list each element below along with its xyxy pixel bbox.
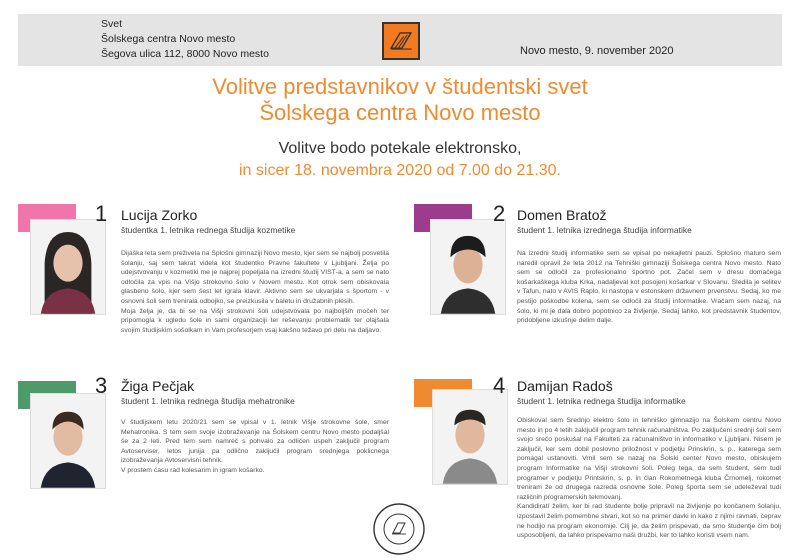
candidate-2-name: Domen Bratož bbox=[517, 207, 607, 223]
candidate-3-number: 3 bbox=[95, 373, 108, 398]
candidate-1-bio bbox=[121, 249, 389, 335]
candidate-4-role: študent 1. letnika rednega študija informatike bbox=[517, 396, 686, 406]
bio-paragraph: Kandidiratí želim, ker bi rad študente bolje pripravil na življenje po končanem šolanju, izpostavil želim pomembne stvari, kot so na primer davki in kako z njimi ravnati, čeprav ne hodijo na program ekonomije. Cilj je, da želim prispevati, da smo študentje čim bolj usposobljeni, da lahko prispevamo naši družbi, ker to lahko koristi vsem nam. bbox=[517, 503, 781, 540]
document-date: Novo mesto, 9. november 2020 bbox=[520, 45, 674, 57]
candidate-2-photo bbox=[430, 219, 506, 315]
bio-paragraph: Obiskoval sem Srednjo elektro šolo in tehniško gimnazijo na Šolskem centru Novo mesto in po 4 letih zaključil program tehnik računalništva. Po zaključeni srednji šoli sem svojo srečo poskušal na Fakulteti za računalništvo in informatiko v Ljubljani. Nisem je zaključil, ker sem dobil poslovno priložnost v podjetju Prinskrin, s. p., katerega sem pomagal ustanoviti. Vrnil sem se nazaj na Šolski center Novo mesto, obiskujem program Informatike na Višji strokovni šoli. Poleg tega, da sem študent, sem tudi programer v podjetju Printskrin, s. p. in član Rokometnega kluba Črnomelj, rokomet treniram že od drugega razreda osnovne šole. Poleg športa sem se udeleževal tudi različnih programerskih tekmovanj. bbox=[517, 417, 781, 501]
candidate-3-role: študent 1. letnika rednega študija mehatronike bbox=[121, 396, 295, 406]
candidate-4-name: Damijan Radoš bbox=[517, 378, 613, 394]
candidate-3-bio bbox=[121, 418, 389, 476]
candidate-4-photo bbox=[432, 389, 508, 485]
candidate-4-number: 4 bbox=[493, 373, 506, 398]
candidate-2-role: študent 1. letnika izrednega študija informatike bbox=[517, 225, 692, 235]
page-title-line-1: Volitve predstavnikov v študentski svet bbox=[212, 74, 588, 99]
school-seal-stamp-icon bbox=[372, 502, 426, 556]
candidate-1-role: študentka 1. letnika rednega študija kozmetike bbox=[121, 225, 296, 235]
letterhead-line: Svet bbox=[101, 18, 123, 30]
candidate-2-number: 2 bbox=[493, 201, 506, 226]
letterhead-address bbox=[101, 17, 269, 62]
candidate-4-bio bbox=[517, 416, 781, 541]
bio-paragraph: Moja želja je, da bi se na Višji strokovni šoli udejstvovala po najboljših močeh ter pripomogla k ugledu šole in sami organizaciji ter reševanju problematik ter olajšala svojim študijskim sošolkam in Vam profesorjem vsaj kakšno težavo pri delu na daljavo. bbox=[121, 307, 389, 334]
candidate-1-name: Lucija Zorko bbox=[121, 207, 198, 223]
candidate-3-name: Žiga Pečjak bbox=[121, 378, 195, 394]
voting-info-line-1: Volitve bodo potekale elektronsko, bbox=[278, 140, 522, 157]
candidate-1-photo bbox=[30, 219, 106, 315]
candidate-2-bio bbox=[517, 249, 781, 326]
letterhead-line: Šegova ulica 112, 8000 Novo mesto bbox=[101, 48, 269, 60]
voting-info-line-2: in sicer 18. novembra 2020 od 7.00 do 21.30. bbox=[239, 162, 561, 179]
school-centre-logo-icon bbox=[382, 22, 420, 60]
bio-paragraph: V prostem času rad kolesarim in igram košarko. bbox=[121, 466, 265, 474]
letterhead-line: Šolskega centra Novo mesto bbox=[101, 33, 236, 45]
candidate-3-photo bbox=[30, 393, 106, 489]
bio-paragraph: V študijskem letu 2020/21 sem se vpisal v 1. letnik Višje strokovne šole, smer Mehatronika. S tem sem svoje izobraževanje na Šolskem centru Novo mesto podaljšal še za 2 leti. Pred tem sem namreč s pohvalo za odličen uspeh zaključil program Avtoserviser, letos junija pa odlično zaključil program srednjega poklicnega izobraževanja Avtoservisni tehnik. bbox=[121, 419, 389, 465]
bio-paragraph: Dijaška leta sem preživela na Splošni gimnaziji Novo mesto, kjer sem se najbolj posvetila šolanju, saj sem takrat videla kot študentko Pravne fakultete v Ljubljani. Želja po udejstvovanju v kozmetiki me je najprej popeljala na izredni študij VIST‑a, a sem se nato odločila za vpis na Višjo strokovno šolo v Novem mestu. Kot otrok sem obiskovala glasbeno šolo, kjer sem šest let igrala klavir. Aktivno sem se ukvarjala s športom ‑ v osnovni šoli sem trenirala odbojko, se preizkusila v baletu in družabnih plesih. bbox=[121, 250, 389, 305]
candidate-1-number: 1 bbox=[95, 201, 108, 226]
bio-paragraph: Na izredni študij informatike sem se vpisal po nekajletni pauzi. Splošno maturo sem naredil opravil že leta 2012 na Tehniški gimnaziji Šolskega centra Novo mesto. Nato sem se odločil za profesionalno športno pot. Začel sem v dresu domačega košarkaškega kluba Krka, nadaljeval kot posojeni košarkar v Slovanu. Sledila je selitev v Tafun, nato v AVIS Raplo, ki nastopa v estonskem državnem prvenstvu. Sedaj, ko me pestijo poškodbe kolena, sem se odločil za študij informatike. Vračam sem nazaj, na šolo, ki mi je dala dobro popotnico za življenje. Sedaj lahko, kot predstavnik študentov, pridobljene izkušnje delim dalje. bbox=[517, 250, 781, 325]
page-title-line-2: Šolskega centra Novo mesto bbox=[259, 100, 541, 125]
